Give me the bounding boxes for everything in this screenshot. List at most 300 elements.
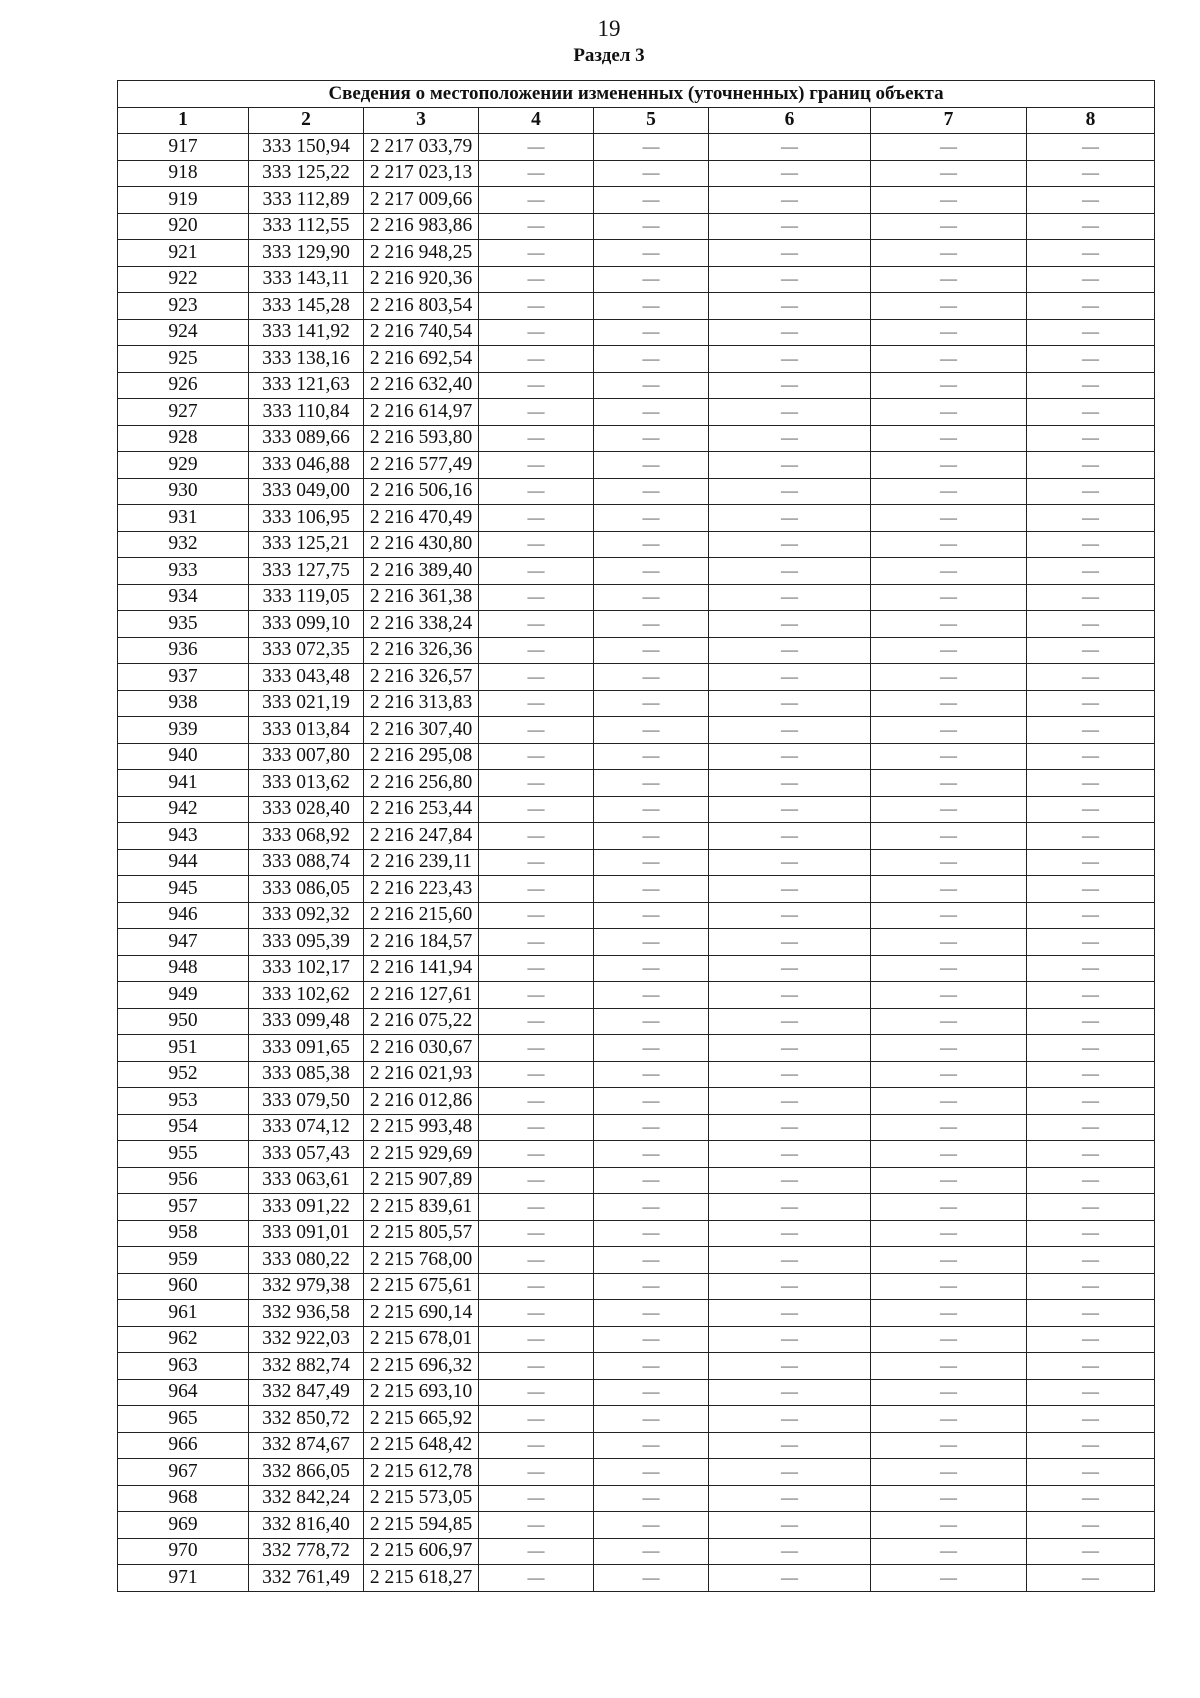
col7-cell: — [871,399,1027,426]
col5-cell: — [594,1194,709,1221]
y-coordinate-cell: 2 215 594,85 [364,1512,479,1539]
y-coordinate-cell: 2 216 803,54 [364,293,479,320]
y-coordinate-cell: 2 216 256,80 [364,770,479,797]
y-coordinate-cell: 2 216 075,22 [364,1008,479,1035]
x-coordinate-cell: 333 063,61 [249,1167,364,1194]
table-row [118,823,1155,850]
y-coordinate-cell: 2 216 614,97 [364,399,479,426]
col7-cell: — [871,637,1027,664]
col4-cell: — [479,743,594,770]
col4-cell: — [479,796,594,823]
table-row [118,796,1155,823]
point-number-cell: 971 [118,1565,249,1592]
y-coordinate-cell: 2 215 606,97 [364,1538,479,1565]
table-row [118,399,1155,426]
col8-cell: — [1027,478,1155,505]
col6-cell: — [709,929,871,956]
x-coordinate-cell: 333 143,11 [249,266,364,293]
table-row [118,452,1155,479]
col6-cell: — [709,1300,871,1327]
point-number-cell: 954 [118,1114,249,1141]
x-coordinate-cell: 333 145,28 [249,293,364,320]
table-row [118,478,1155,505]
col4-cell: — [479,346,594,373]
col7-cell: — [871,531,1027,558]
col4-cell: — [479,929,594,956]
col6-cell: — [709,1565,871,1592]
point-number-cell: 939 [118,717,249,744]
col6-cell: — [709,743,871,770]
col8-cell: — [1027,637,1155,664]
col5-cell: — [594,876,709,903]
y-coordinate-cell: 2 215 839,61 [364,1194,479,1221]
page-number: 19 [597,16,621,41]
col8-cell: — [1027,796,1155,823]
col4-cell: — [479,558,594,585]
col5-cell: — [594,187,709,214]
col8-cell: — [1027,505,1155,532]
col4-cell: — [479,452,594,479]
column-header: 8 [1027,107,1155,134]
x-coordinate-cell: 332 847,49 [249,1379,364,1406]
col6-cell: — [709,876,871,903]
col6-cell: — [709,478,871,505]
col6-cell: — [709,849,871,876]
col8-cell: — [1027,1008,1155,1035]
col6-cell: — [709,823,871,850]
point-number-cell: 966 [118,1432,249,1459]
col7-cell: — [871,1485,1027,1512]
point-number-cell: 946 [118,902,249,929]
y-coordinate-cell: 2 216 740,54 [364,319,479,346]
col5-cell: — [594,1167,709,1194]
col4-cell: — [479,955,594,982]
col6-cell: — [709,770,871,797]
table-row [118,902,1155,929]
col8-cell: — [1027,690,1155,717]
col4-cell: — [479,1141,594,1168]
col8-cell: — [1027,1565,1155,1592]
y-coordinate-cell: 2 215 618,27 [364,1565,479,1592]
table-row [118,929,1155,956]
col4-cell: — [479,478,594,505]
col5-cell: — [594,558,709,585]
col4-cell: — [479,1220,594,1247]
col6-cell: — [709,425,871,452]
point-number-cell: 919 [118,187,249,214]
table-row [118,160,1155,187]
col6-cell: — [709,982,871,1009]
col5-cell: — [594,1538,709,1565]
table-body [118,134,1155,1592]
point-number-cell: 934 [118,584,249,611]
point-number-cell: 969 [118,1512,249,1539]
col6-cell: — [709,505,871,532]
col6-cell: — [709,240,871,267]
col7-cell: — [871,796,1027,823]
col7-cell: — [871,1379,1027,1406]
col4-cell: — [479,1194,594,1221]
y-coordinate-cell: 2 216 247,84 [364,823,479,850]
point-number-cell: 918 [118,160,249,187]
x-coordinate-cell: 333 099,48 [249,1008,364,1035]
col5-cell: — [594,1247,709,1274]
col4-cell: — [479,1300,594,1327]
table-row [118,531,1155,558]
x-coordinate-cell: 333 092,32 [249,902,364,929]
col7-cell: — [871,1565,1027,1592]
col7-cell: — [871,1273,1027,1300]
point-number-cell: 950 [118,1008,249,1035]
table-row [118,664,1155,691]
x-coordinate-cell: 333 091,65 [249,1035,364,1062]
y-coordinate-cell: 2 216 313,83 [364,690,479,717]
table-row [118,1353,1155,1380]
x-coordinate-cell: 332 866,05 [249,1459,364,1486]
col4-cell: — [479,1406,594,1433]
col8-cell: — [1027,266,1155,293]
x-coordinate-cell: 332 979,38 [249,1273,364,1300]
col6-cell: — [709,584,871,611]
point-number-cell: 933 [118,558,249,585]
col4-cell: — [479,1565,594,1592]
col4-cell: — [479,664,594,691]
col6-cell: — [709,1538,871,1565]
col5-cell: — [594,637,709,664]
col7-cell: — [871,902,1027,929]
col5-cell: — [594,399,709,426]
point-number-cell: 917 [118,134,249,161]
col4-cell: — [479,160,594,187]
table-row [118,1406,1155,1433]
point-number-cell: 951 [118,1035,249,1062]
point-number-cell: 949 [118,982,249,1009]
col5-cell: — [594,584,709,611]
point-number-cell: 959 [118,1247,249,1274]
x-coordinate-cell: 333 091,22 [249,1194,364,1221]
y-coordinate-cell: 2 216 239,11 [364,849,479,876]
col5-cell: — [594,372,709,399]
col5-cell: — [594,452,709,479]
y-coordinate-cell: 2 216 184,57 [364,929,479,956]
point-number-cell: 941 [118,770,249,797]
point-number-cell: 955 [118,1141,249,1168]
col7-cell: — [871,1406,1027,1433]
col6-cell: — [709,637,871,664]
boundary-coordinates-table [117,80,1155,1592]
col8-cell: — [1027,1220,1155,1247]
y-coordinate-cell: 2 216 127,61 [364,982,479,1009]
col7-cell: — [871,134,1027,161]
col6-cell: — [709,1485,871,1512]
table-row [118,1273,1155,1300]
y-coordinate-cell: 2 216 948,25 [364,240,479,267]
col5-cell: — [594,1061,709,1088]
table-row [118,770,1155,797]
y-coordinate-cell: 2 215 929,69 [364,1141,479,1168]
col4-cell: — [479,1538,594,1565]
point-number-cell: 923 [118,293,249,320]
x-coordinate-cell: 332 778,72 [249,1538,364,1565]
table-row [118,293,1155,320]
point-number-cell: 962 [118,1326,249,1353]
col7-cell: — [871,876,1027,903]
table-row [118,1247,1155,1274]
column-header: 5 [594,107,709,134]
col5-cell: — [594,531,709,558]
col4-cell: — [479,1167,594,1194]
x-coordinate-cell: 333 079,50 [249,1088,364,1115]
col8-cell: — [1027,1459,1155,1486]
col7-cell: — [871,584,1027,611]
table-row [118,425,1155,452]
col6-cell: — [709,558,871,585]
y-coordinate-cell: 2 215 678,01 [364,1326,479,1353]
col8-cell: — [1027,717,1155,744]
table-row [118,558,1155,585]
col7-cell: — [871,1061,1027,1088]
col7-cell: — [871,1194,1027,1221]
col5-cell: — [594,929,709,956]
col7-cell: — [871,505,1027,532]
x-coordinate-cell: 332 874,67 [249,1432,364,1459]
table-row [118,1565,1155,1592]
table-row [118,611,1155,638]
col5-cell: — [594,1432,709,1459]
col4-cell: — [479,319,594,346]
point-number-cell: 937 [118,664,249,691]
column-header: 7 [871,107,1027,134]
col6-cell: — [709,266,871,293]
y-coordinate-cell: 2 216 389,40 [364,558,479,585]
col8-cell: — [1027,1326,1155,1353]
col7-cell: — [871,849,1027,876]
col8-cell: — [1027,346,1155,373]
col6-cell: — [709,1035,871,1062]
table-row [118,1326,1155,1353]
col8-cell: — [1027,187,1155,214]
table-row [118,1538,1155,1565]
col5-cell: — [594,849,709,876]
x-coordinate-cell: 333 150,94 [249,134,364,161]
col7-cell: — [871,293,1027,320]
col4-cell: — [479,293,594,320]
x-coordinate-cell: 333 088,74 [249,849,364,876]
col6-cell: — [709,1220,871,1247]
table-row [118,134,1155,161]
col5-cell: — [594,293,709,320]
point-number-cell: 960 [118,1273,249,1300]
table-row [118,346,1155,373]
col4-cell: — [479,1247,594,1274]
col5-cell: — [594,425,709,452]
x-coordinate-cell: 333 099,10 [249,611,364,638]
y-coordinate-cell: 2 216 326,57 [364,664,479,691]
col7-cell: — [871,452,1027,479]
col6-cell: — [709,1273,871,1300]
col8-cell: — [1027,1538,1155,1565]
y-coordinate-cell: 2 217 033,79 [364,134,479,161]
table-row [118,1035,1155,1062]
col4-cell: — [479,982,594,1009]
col4-cell: — [479,611,594,638]
col6-cell: — [709,531,871,558]
column-header: 4 [479,107,594,134]
y-coordinate-cell: 2 216 030,67 [364,1035,479,1062]
col5-cell: — [594,134,709,161]
col4-cell: — [479,823,594,850]
point-number-cell: 958 [118,1220,249,1247]
col4-cell: — [479,1459,594,1486]
col7-cell: — [871,1167,1027,1194]
col7-cell: — [871,187,1027,214]
x-coordinate-cell: 333 112,55 [249,213,364,240]
col6-cell: — [709,1194,871,1221]
table-row [118,637,1155,664]
point-number-cell: 935 [118,611,249,638]
point-number-cell: 931 [118,505,249,532]
col4-cell: — [479,399,594,426]
col5-cell: — [594,823,709,850]
table-row [118,266,1155,293]
col6-cell: — [709,1088,871,1115]
y-coordinate-cell: 2 216 470,49 [364,505,479,532]
table-row [118,1061,1155,1088]
y-coordinate-cell: 2 215 907,89 [364,1167,479,1194]
y-coordinate-cell: 2 215 696,32 [364,1353,479,1380]
col4-cell: — [479,1035,594,1062]
x-coordinate-cell: 333 021,19 [249,690,364,717]
col4-cell: — [479,531,594,558]
col5-cell: — [594,505,709,532]
x-coordinate-cell: 333 046,88 [249,452,364,479]
col8-cell: — [1027,399,1155,426]
table-row [118,690,1155,717]
col5-cell: — [594,1088,709,1115]
col6-cell: — [709,611,871,638]
y-coordinate-cell: 2 215 665,92 [364,1406,479,1433]
col7-cell: — [871,558,1027,585]
x-coordinate-cell: 333 119,05 [249,584,364,611]
col5-cell: — [594,266,709,293]
x-coordinate-cell: 332 816,40 [249,1512,364,1539]
point-number-cell: 947 [118,929,249,956]
col8-cell: — [1027,134,1155,161]
col8-cell: — [1027,1114,1155,1141]
col8-cell: — [1027,1273,1155,1300]
x-coordinate-cell: 332 922,03 [249,1326,364,1353]
table-row [118,1008,1155,1035]
x-coordinate-cell: 333 121,63 [249,372,364,399]
x-coordinate-cell: 333 049,00 [249,478,364,505]
x-coordinate-cell: 333 106,95 [249,505,364,532]
col6-cell: — [709,1459,871,1486]
col6-cell: — [709,690,871,717]
col7-cell: — [871,955,1027,982]
col8-cell: — [1027,319,1155,346]
col5-cell: — [594,982,709,1009]
col5-cell: — [594,1008,709,1035]
y-coordinate-cell: 2 215 805,57 [364,1220,479,1247]
table-row [118,584,1155,611]
col5-cell: — [594,319,709,346]
point-number-cell: 943 [118,823,249,850]
y-coordinate-cell: 2 216 012,86 [364,1088,479,1115]
col8-cell: — [1027,1247,1155,1274]
col6-cell: — [709,1141,871,1168]
col7-cell: — [871,1538,1027,1565]
point-number-cell: 926 [118,372,249,399]
col8-cell: — [1027,1194,1155,1221]
col7-cell: — [871,743,1027,770]
y-coordinate-cell: 2 215 675,61 [364,1273,479,1300]
col8-cell: — [1027,213,1155,240]
col7-cell: — [871,213,1027,240]
col7-cell: — [871,1035,1027,1062]
col6-cell: — [709,1167,871,1194]
col4-cell: — [479,690,594,717]
col7-cell: — [871,1512,1027,1539]
x-coordinate-cell: 333 125,22 [249,160,364,187]
point-number-cell: 944 [118,849,249,876]
col6-cell: — [709,399,871,426]
table-row [118,717,1155,744]
table-row [118,1167,1155,1194]
col8-cell: — [1027,849,1155,876]
table-row [118,319,1155,346]
column-header: 2 [249,107,364,134]
point-number-cell: 953 [118,1088,249,1115]
x-coordinate-cell: 332 850,72 [249,1406,364,1433]
table-row [118,876,1155,903]
col7-cell: — [871,1353,1027,1380]
col8-cell: — [1027,982,1155,1009]
y-coordinate-cell: 2 216 307,40 [364,717,479,744]
col8-cell: — [1027,425,1155,452]
col8-cell: — [1027,770,1155,797]
col4-cell: — [479,213,594,240]
col4-cell: — [479,1353,594,1380]
col4-cell: — [479,240,594,267]
col4-cell: — [479,1512,594,1539]
y-coordinate-cell: 2 215 768,00 [364,1247,479,1274]
col5-cell: — [594,664,709,691]
point-number-cell: 921 [118,240,249,267]
point-number-cell: 940 [118,743,249,770]
x-coordinate-cell: 333 095,39 [249,929,364,956]
col7-cell: — [871,1008,1027,1035]
col7-cell: — [871,1300,1027,1327]
point-number-cell: 968 [118,1485,249,1512]
col8-cell: — [1027,611,1155,638]
col6-cell: — [709,1061,871,1088]
col8-cell: — [1027,452,1155,479]
col8-cell: — [1027,372,1155,399]
point-number-cell: 925 [118,346,249,373]
y-coordinate-cell: 2 216 632,40 [364,372,479,399]
col5-cell: — [594,1459,709,1486]
col8-cell: — [1027,584,1155,611]
column-header: 6 [709,107,871,134]
col4-cell: — [479,902,594,929]
col5-cell: — [594,1220,709,1247]
col6-cell: — [709,796,871,823]
point-number-cell: 929 [118,452,249,479]
table-row [118,1379,1155,1406]
col4-cell: — [479,1273,594,1300]
table-caption: Сведения о местоположении измененных (уточненных) границ объекта [118,81,1155,108]
point-number-cell: 961 [118,1300,249,1327]
